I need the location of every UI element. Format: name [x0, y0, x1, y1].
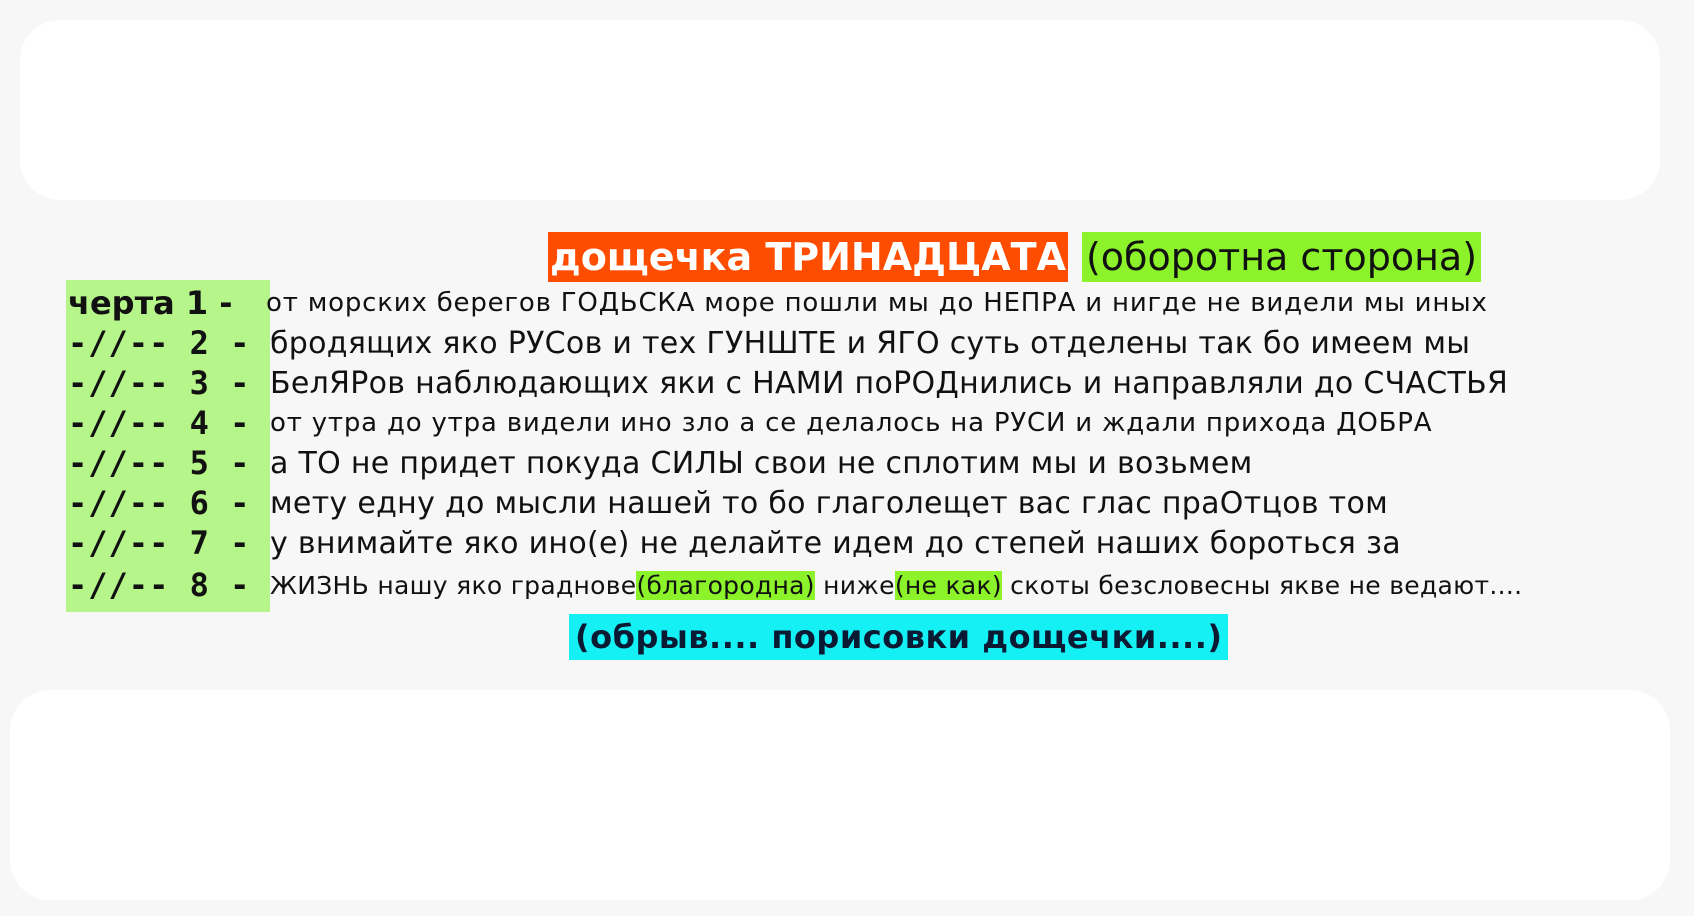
line-text: бродящих яко РУСов и тех ГУНШТЕ и ЯГО суть отделены так бо имеем мы [270, 325, 1471, 361]
line-text: у внимайте яко ино(е) не делайте идем до степей наших бороться за [270, 525, 1401, 561]
title-main: дощечка ТРИНАДЦАТА [548, 232, 1068, 282]
line-label: -//-- 8 - [68, 566, 251, 604]
line-text: БелЯРов наблюдающих яки с НАМИ поРОДнились и направляли до СЧАСТЬЯ [270, 365, 1509, 401]
line-text-part: ниже [814, 570, 895, 600]
line-text [270, 571, 1522, 600]
highlighted-gloss: (не как) [894, 570, 1002, 600]
line-label: -//-- 2 - [68, 324, 251, 362]
title-subtitle: (оборотна сторона) [1082, 232, 1481, 282]
title-row [548, 232, 1481, 282]
text-line-3 [66, 362, 1508, 404]
line-label: -//-- 7 - [68, 524, 251, 562]
line-text-part: скоты безсловесны якве не ведают.... [1001, 570, 1523, 600]
text-line-4 [66, 402, 1432, 444]
line-text: а ТО не придет покуда СИЛЫ свои не сплотим мы и возьмем [270, 445, 1253, 481]
text-line-8 [66, 564, 1522, 606]
line-label: -//-- 3 - [68, 364, 251, 402]
line-text: от утра до утра видели ино зло а се делалось на РУСИ и ждали прихода ДОБРА [270, 408, 1433, 438]
line-text-part: ЖИЗНЬ нашу яко граднове [270, 570, 637, 600]
text-line-5 [66, 442, 1253, 484]
footer-note: (обрыв.... порисовки дощечки....) [569, 614, 1228, 660]
text-line-2 [66, 322, 1470, 364]
highlighted-gloss: (благородна) [636, 570, 815, 600]
line-text: от морских берегов ГОДЬСКА море пошли мы до НЕПРА и нигде не видели мы иных [266, 288, 1488, 318]
line-label: -//-- 6 - [68, 484, 251, 522]
line-text: мету едну до мысли нашей то бо глаголещет вас глас праОтцов том [270, 485, 1389, 521]
text-line-1 [66, 282, 1488, 324]
line-label: -//-- 5 - [68, 444, 251, 482]
background-blot [10, 690, 1670, 900]
background-blot [20, 20, 1660, 200]
line-label: черта 1 - [68, 284, 233, 322]
text-line-6 [66, 482, 1388, 524]
line-label: -//-- 4 - [68, 404, 251, 442]
text-line-7 [66, 522, 1401, 564]
